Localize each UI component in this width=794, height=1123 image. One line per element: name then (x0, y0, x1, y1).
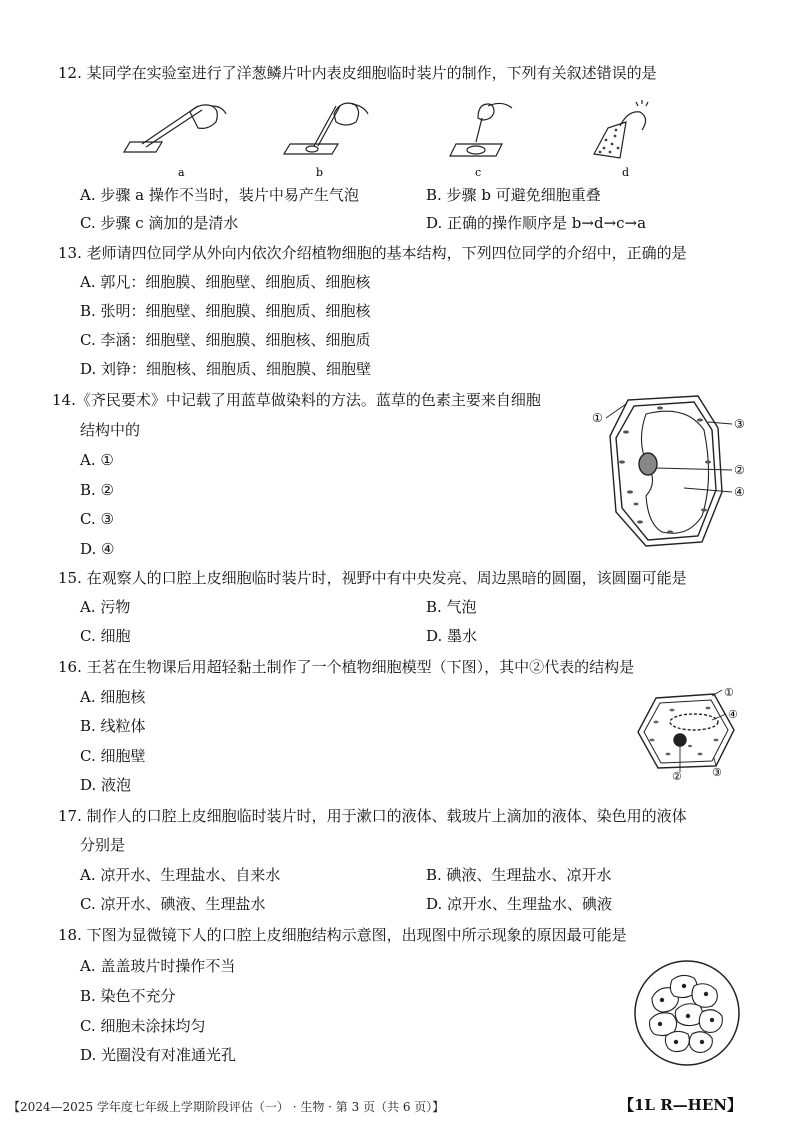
q18-option-d[interactable]: D. 光圈没有对准通光孔 (80, 1046, 237, 1064)
q13-option-d[interactable]: D. 刘铮：细胞核、细胞质、细胞膜、细胞壁 (80, 360, 372, 378)
step-a-illustration (124, 105, 226, 152)
footer-page-info: 【2024—2025 学年度七年级上学期阶段评估（一） · 生物 · 第 3 页（共 6 页）】 (8, 1100, 445, 1114)
step-c-illustration (450, 103, 512, 156)
step-d-illustration (594, 100, 648, 158)
q14-option-c[interactable]: C. ③ (80, 510, 114, 528)
q18-option-c[interactable]: C. 细胞未涂抹均匀 (80, 1017, 206, 1035)
label-4: ④ (734, 485, 745, 499)
q15-option-b[interactable]: B. 气泡 (426, 598, 477, 616)
q18-option-a[interactable]: A. 盖盖玻片时操作不当 (80, 957, 236, 975)
q14-stem-line1: 14.《齐民要术》中记载了用蓝草做染料的方法。蓝草的色素主要来自细胞 (52, 391, 541, 409)
model-inner-membrane (644, 700, 728, 763)
model-vacuole (670, 714, 718, 730)
q17-option-c[interactable]: C. 凉开水、碘液、生理盐水 (80, 895, 266, 913)
q14-option-a[interactable]: A. ① (80, 451, 114, 469)
q15-option-d[interactable]: D. 墨水 (426, 627, 478, 645)
q16-stem: 16. 王茗在生物课后用超轻黏土制作了一个植物细胞模型（下图），其中②代表的结构是 (58, 658, 635, 676)
model-label-2: ② (672, 770, 682, 780)
q16-option-b[interactable]: B. 线粒体 (80, 717, 146, 735)
label-3: ③ (734, 417, 745, 431)
footer-code: 【1L R—HEN】 (619, 1096, 742, 1114)
label-2: ② (734, 463, 745, 477)
label-1: ① (592, 411, 603, 425)
q13-option-a[interactable]: A. 郭凡：细胞膜、细胞壁、细胞质、细胞核 (80, 273, 371, 291)
q16-option-c[interactable]: C. 细胞壁 (80, 747, 146, 765)
q15-option-c[interactable]: C. 细胞 (80, 627, 131, 645)
model-outer-wall (638, 694, 734, 768)
q12-option-a[interactable]: A. 步骤 a 操作不当时，装片中易产生气泡 (80, 186, 359, 204)
cell-membrane (616, 402, 716, 540)
q14-plant-cell-figure (590, 392, 750, 552)
q18-option-b[interactable]: B. 染色不充分 (80, 987, 176, 1005)
q16-clay-cell-model-figure (628, 684, 748, 780)
q13-stem: 13. 老师请四位同学从外向内依次介绍植物细胞的基本结构，下列四位同学的介绍中，正确的是 (58, 244, 687, 262)
q16-option-d[interactable]: D. 液泡 (80, 776, 132, 794)
fig-label-a: a (178, 166, 185, 179)
fig-label-c: c (475, 166, 482, 179)
q12-option-c[interactable]: C. 步骤 c 滴加的是清水 (80, 214, 239, 232)
fig-label-b: b (316, 166, 324, 179)
q18-stem: 18. 下图为显微镜下人的口腔上皮细胞结构示意图，出现图中所示现象的原因最可能是 (58, 926, 627, 944)
step-b-illustration (284, 103, 368, 154)
q17-stem-line2: 分别是 (80, 836, 126, 854)
q16-option-a[interactable]: A. 细胞核 (80, 688, 146, 706)
model-label-1: ① (724, 686, 734, 699)
q15-stem: 15. 在观察人的口腔上皮细胞临时装片时，视野中有中央发亮、周边黑暗的圆圈，该圆圈可能是 (58, 569, 687, 587)
q13-option-b[interactable]: B. 张明：细胞壁、细胞膜、细胞质、细胞核 (80, 302, 371, 320)
q15-option-a[interactable]: A. 污物 (80, 598, 131, 616)
q17-option-a[interactable]: A. 凉开水、生理盐水、自来水 (80, 866, 281, 884)
q14-option-b[interactable]: B. ② (80, 481, 115, 499)
q13-option-c[interactable]: C. 李涵：细胞壁、细胞膜、细胞核、细胞质 (80, 331, 371, 349)
q12-stem: 12. 某同学在实验室进行了洋葱鳞片叶内表皮细胞临时装片的制作，下列有关叙述错误的是 (58, 64, 657, 82)
q18-microscope-view-figure (632, 958, 742, 1068)
q14-stem-line2: 结构中的 (80, 421, 141, 439)
q12-option-b[interactable]: B. 步骤 b 可避免细胞重叠 (426, 186, 601, 204)
model-nucleus (674, 734, 686, 746)
model-label-3: ③ (712, 766, 722, 779)
q17-stem-line1: 17. 制作人的口腔上皮细胞临时装片时，用于漱口的液体、载玻片上滴加的液体、染色用的液体 (58, 807, 687, 825)
q14-option-d[interactable]: D. ④ (80, 540, 115, 558)
q12-option-d[interactable]: D. 正确的操作顺序是 b→d→c→a (426, 214, 647, 232)
fig-label-d: d (622, 166, 630, 179)
model-label-4: ④ (728, 708, 738, 721)
q12-figure (120, 92, 660, 182)
q17-option-d[interactable]: D. 凉开水、生理盐水、碘液 (426, 895, 613, 913)
q17-option-b[interactable]: B. 碘液、生理盐水、凉开水 (426, 866, 612, 884)
nucleus (639, 453, 657, 475)
